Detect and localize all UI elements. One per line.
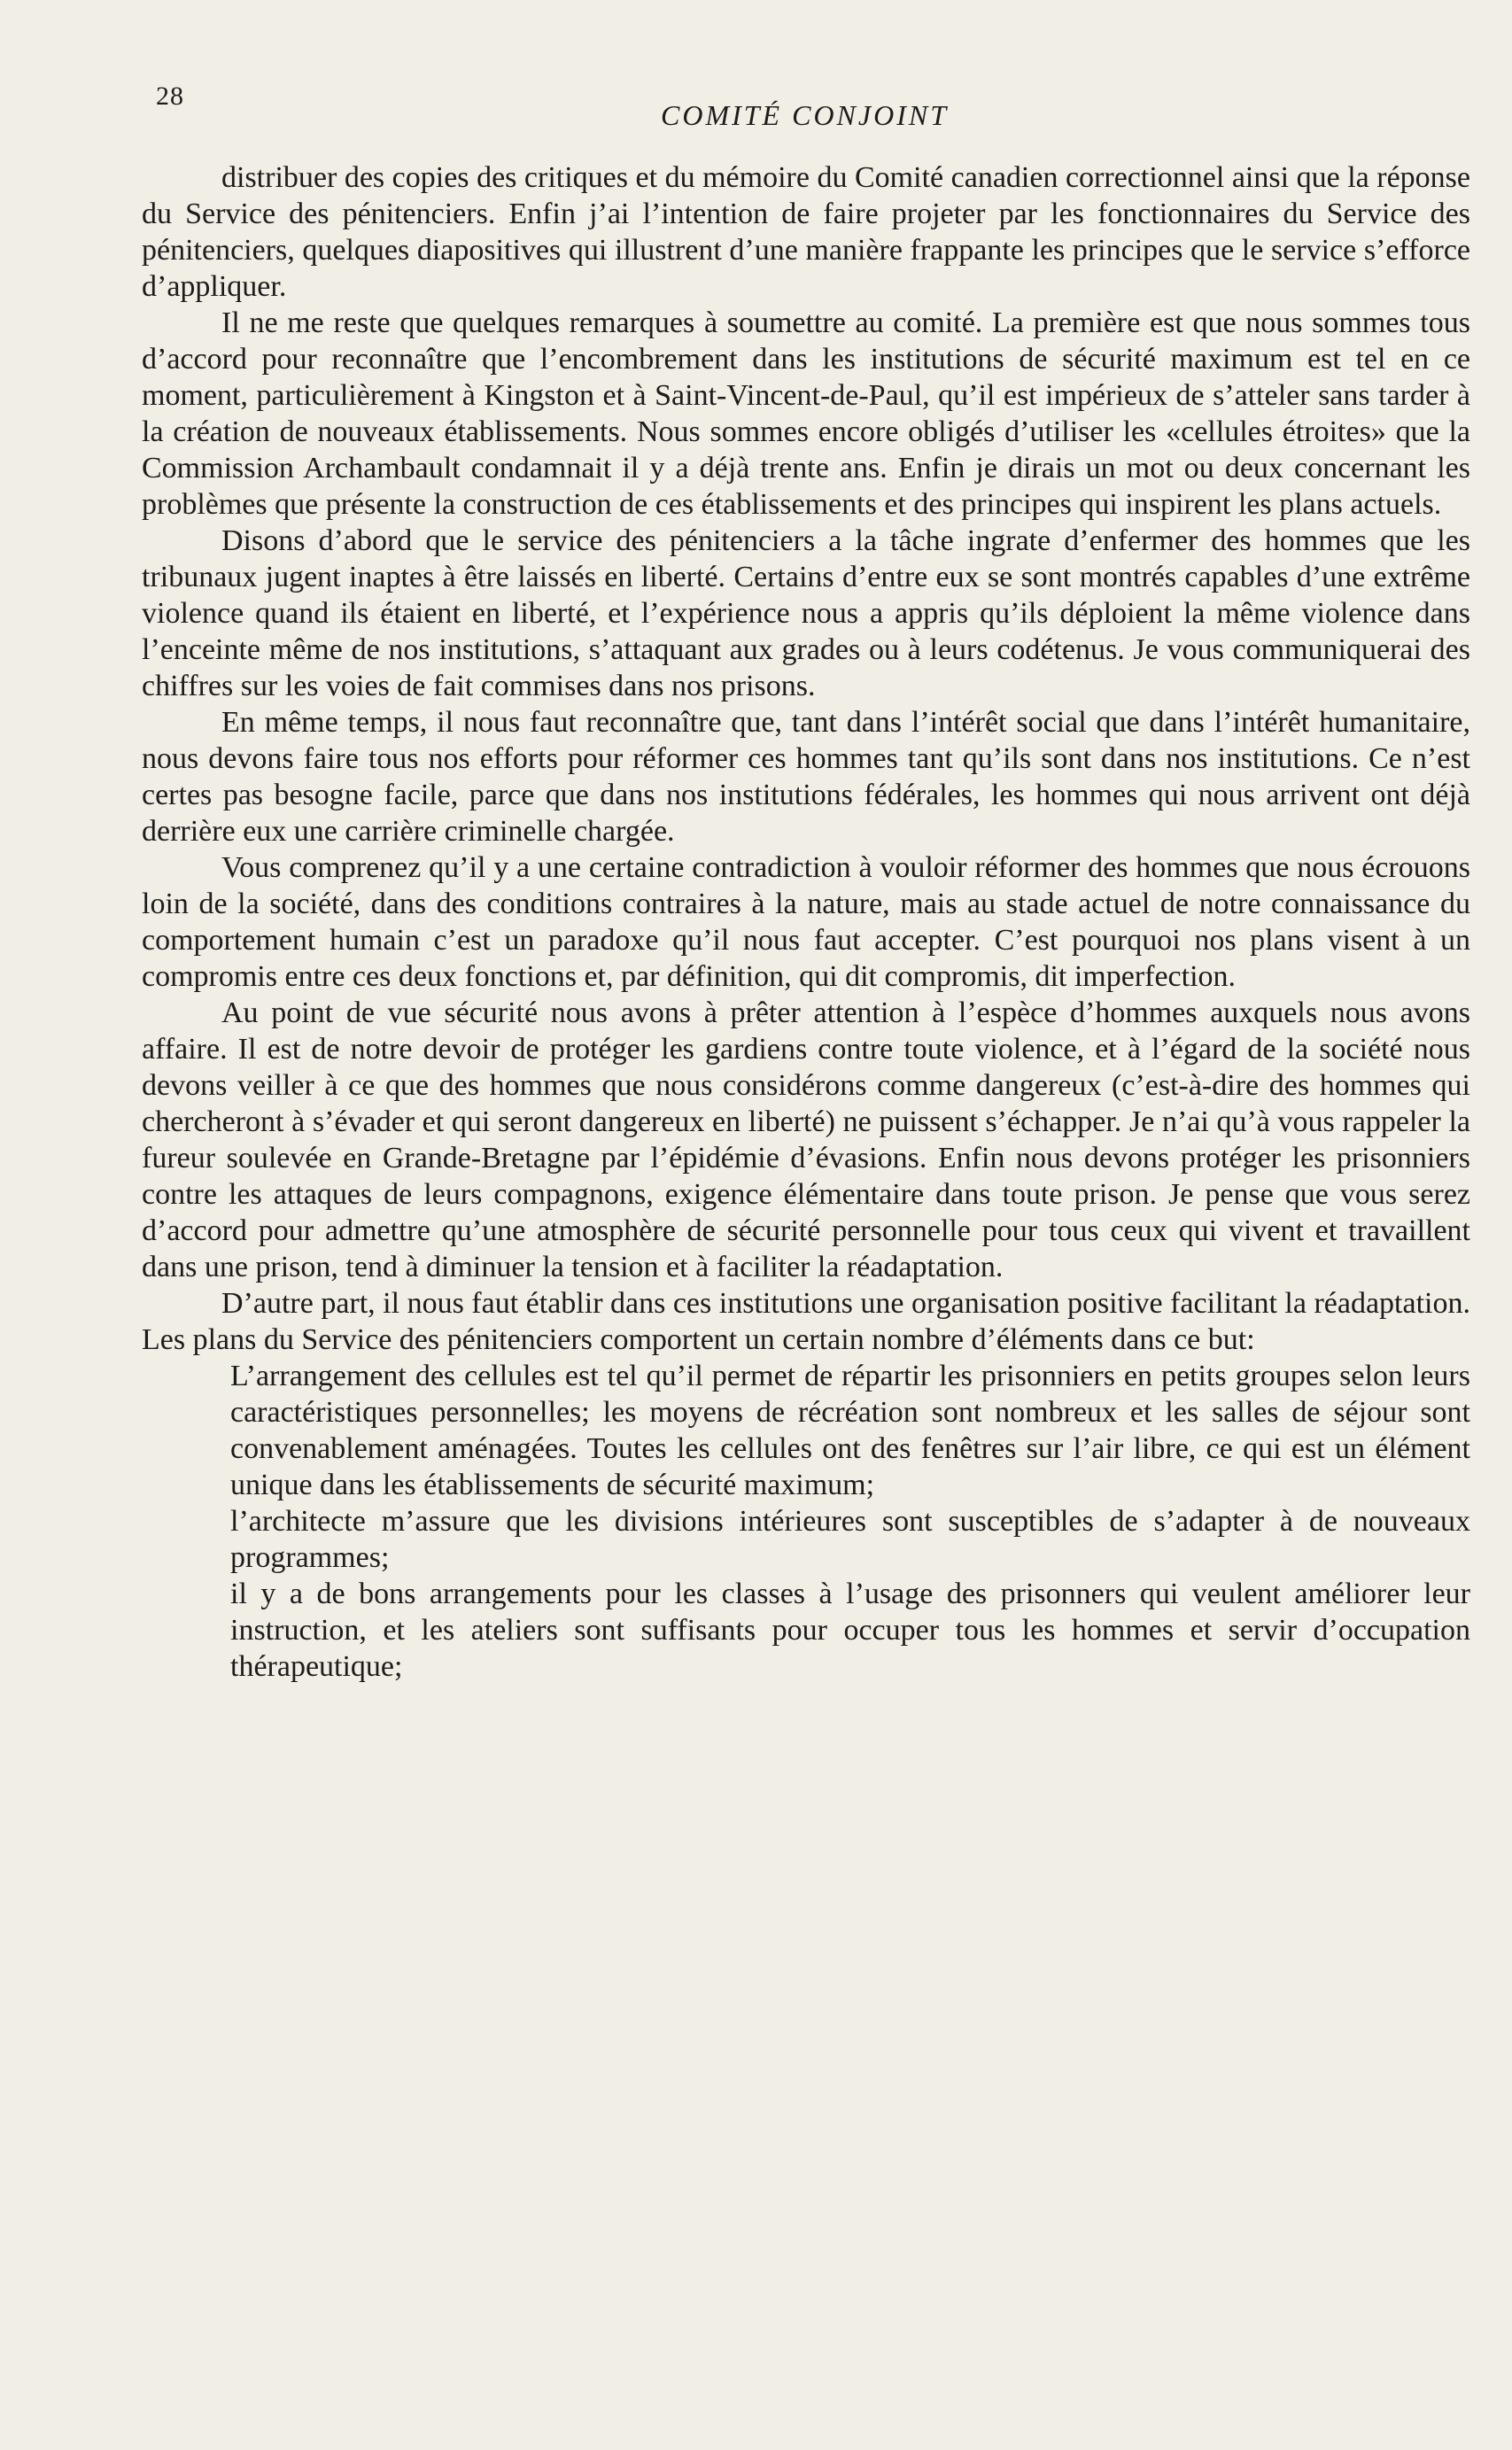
- list-item: il y a de bons arrangements pour les classes à l’usage des prisonners qui veulent améliorer leur instruction, et les ateliers sont suffisants pour occuper tous les hommes et servir d’occupation thérapeutique;: [230, 1578, 1470, 1683]
- page-number: 28: [156, 81, 184, 111]
- paragraph: Il ne me reste que quelques remarques à soumettre au comité. La première est que nous sommes tous d’accord pour reconnaître que l’encombrement dans les institutions de sécurité maximum est tel en ce moment, particulièrement à Kingston et à Saint-Vincent-de-Paul, qu’il est impérieux de s’atteler sans tarder à la création de nouveaux établissements. Nous sommes encore obligés d’utiliser les «cellules étroites» que la Commission Archambault condamnait il y a déjà trente ans. Enfin je dirais un mot ou deux concernant les problèmes que présente la construction de ces établissements et des principes qui inspirent les plans actuels.: [142, 306, 1470, 521]
- paragraph: Au point de vue sécurité nous avons à prêter attention à l’espèce d’hommes auxquels nous avons affaire. Il est de notre devoir de protéger les gardiens contre toute violence, et à l’égard de la société nous devons veiller à ce que des hommes que nous considérons comme dangereux (c’est-à-dire des hommes qui chercheront à s’évader et qui seront dangereux en liberté) ne puissent s’échapper. Je n’ai qu’à vous rappeler la fureur soulevée en Grande-Bretagne par l’épidémie d’évasions. Enfin nous devons protéger les prisonniers contre les attaques de leurs compagnons, exigence élémentaire dans toute prison. Je pense que vous serez d’accord pour admettre qu’une atmosphère de sécurité personnelle pour tous ceux qui vivent et travaillent dans une prison, tend à diminuer la tension et à faciliter la réadaptation.: [142, 996, 1470, 1283]
- paragraph: Disons d’abord que le service des pénitenciers a la tâche ingrate d’enfermer des hommes que les tribunaux jugent inaptes à être laissés en liberté. Certains d’entre eux se sont montrés capables d’une extrême violence quand ils étaient en liberté, et l’expérience nous a appris qu’ils déploient la même violence dans l’enceinte même de nos institutions, s’attaquant aux grades ou à leurs codétenus. Je vous communiquerai des chiffres sur les voies de fait commises dans nos prisons.: [142, 524, 1470, 702]
- paragraph: D’autre part, il nous faut établir dans ces institutions une organisation positive facilitant la réadaptation. Les plans du Service des pénitenciers comportent un certain nombre d’éléments dans ce but:: [142, 1287, 1470, 1356]
- running-head: COMITÉ CONJOINT: [660, 99, 949, 131]
- paragraph: Vous comprenez qu’il y a une certaine contradiction à vouloir réformer des hommes que nous écrouons loin de la société, dans des conditions contraires à la nature, mais au stade actuel de notre connaissance du comportement humain c’est un paradoxe qu’il nous faut accepter. C’est pourquoi nos plans visent à un compromis entre ces deux fonctions et, par définition, qui dit compromis, dit imperfection.: [142, 851, 1470, 993]
- paragraph: En même temps, il nous faut reconnaître que, tant dans l’intérêt social que dans l’intérêt humanitaire, nous devons faire tous nos efforts pour réformer ces hommes tant qu’ils sont dans nos institutions. Ce n’est certes pas besogne facile, parce que dans nos institutions fédérales, les hommes qui nous arrivent ont déjà derrière eux une carrière criminelle chargée.: [142, 706, 1470, 848]
- paragraph: distribuer des copies des critiques et du mémoire du Comité canadien correctionnel ainsi que la réponse du Service des pénitenciers. Enfin j’ai l’intention de faire projeter par les fonctionnaires du Service des pénitenciers, quelques diapositives qui illustrent d’une manière frappante les principes que le service s’efforce d’appliquer.: [142, 161, 1470, 303]
- list-item: L’arrangement des cellules est tel qu’il permet de répartir les prisonniers en petits groupes selon leurs caractéristiques personnelles; les moyens de récréation sont nombreux et les salles de séjour sont convenablement aménagées. Toutes les cellules ont des fenêtres sur l’air libre, ce qui est un élément unique dans les établissements de sécurité maximum;: [230, 1360, 1470, 1501]
- body-text: [142, 159, 1470, 1685]
- list-item: l’architecte m’assure que les divisions intérieures sont susceptibles de s’adapter à de nouveaux programmes;: [230, 1505, 1470, 1574]
